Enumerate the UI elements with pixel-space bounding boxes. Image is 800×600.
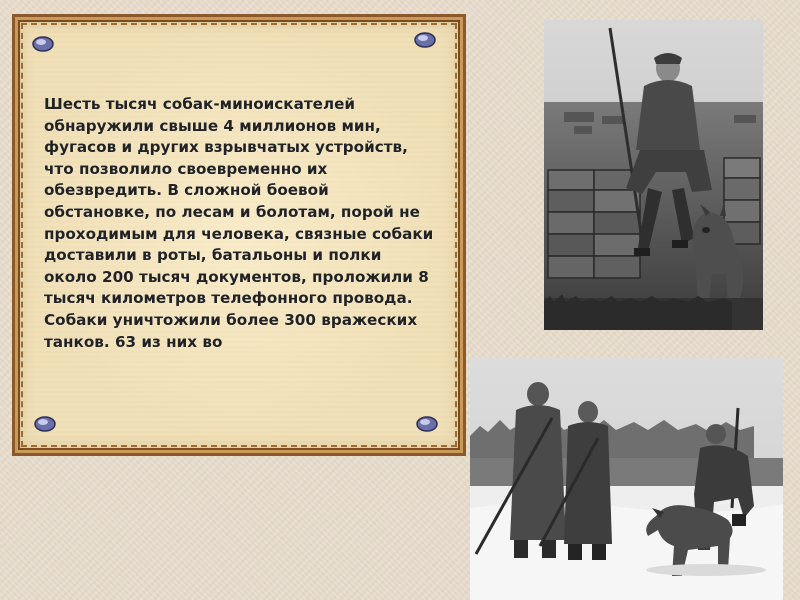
pushpin-icon	[412, 30, 438, 50]
body-text: Шесть тысяч собак-миноискателей обнаружили свыше 4 миллионов мин, фугасов и других взрывчатых устройств, что позволило своевременно их обезвредить. В сложной боевой обстановке, по лесам и болотам, порой не проходимым для человека, связные собаки доставили в роты, батальоны и полки около 200 тысяч документов, проложили 8 тысяч километров телефонного провода. Собаки уничтожили более 300 вражеских танков. 63 из них во	[44, 95, 434, 351]
pushpin-icon	[414, 414, 440, 434]
pushpin-icon	[30, 34, 56, 54]
soldiers-with-dog-in-snow-photo	[470, 358, 783, 600]
soldier-with-dog-photo	[544, 20, 763, 330]
pushpin-icon	[32, 414, 58, 434]
